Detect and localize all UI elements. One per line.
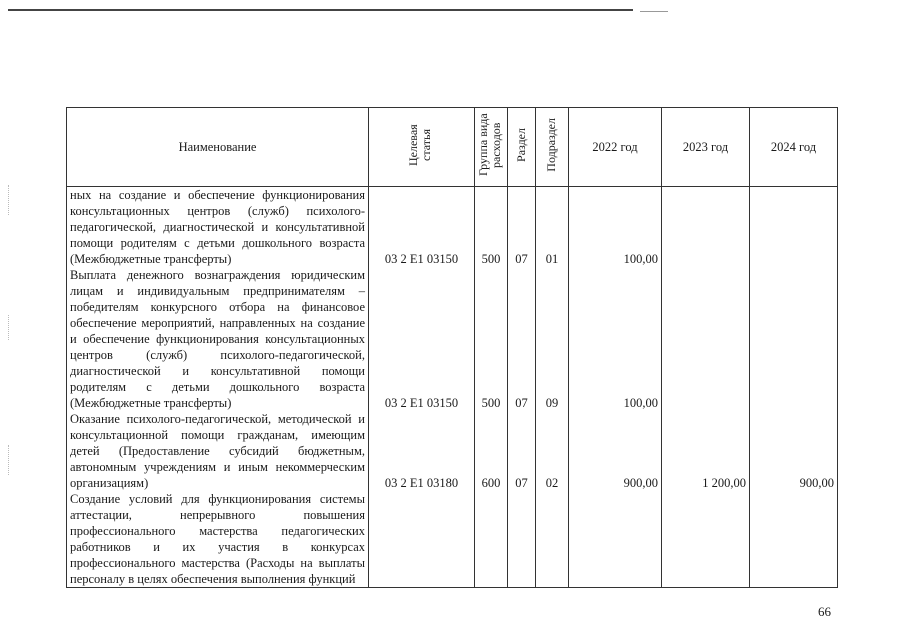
header-subsection: Подраздел — [536, 108, 569, 187]
row-section: 07 — [508, 267, 536, 411]
row-expense-group: 500 — [475, 187, 508, 268]
row-name: Выплата денежного вознаграждения юридическим лицам и индивидуальным предпринимателям – победителям конкурсного отбора на финансовое обеспечение мероприятий, направленных на создание и обеспечение функционирования консультационных центров (служб) психолого-педагогической, диагностической и консультативной помощи родителям с детьми дошкольного возраста (Межбюджетные трансферты) — [67, 267, 369, 411]
budget-table — [66, 107, 838, 588]
row-amount-2022: 100,00 — [569, 187, 662, 268]
row-target-article: 03 2 E1 03150 — [369, 267, 475, 411]
row-name: Оказание психолого-педагогической, методической и консультационной помощи гражданам, имеющим детей (Предоставление субсидий бюджетным, автономным учреждениям и иным некоммерческим организациям) — [67, 411, 369, 491]
header-2022: 2022 год — [569, 108, 662, 187]
header-section: Раздел — [508, 108, 536, 187]
row-target-article: 03 2 E1 03150 — [369, 187, 475, 268]
scan-edge-line — [640, 11, 668, 12]
row-amount-2024 — [750, 491, 838, 588]
row-amount-2023 — [662, 187, 750, 268]
scan-margin-mark — [8, 185, 10, 215]
table-row — [67, 491, 838, 588]
row-amount-2023 — [662, 267, 750, 411]
row-target-article — [369, 491, 475, 588]
row-name: Создание условий для функционирования системы аттестации, непрерывного повышения профессионального мастерства педагогических работников и их участия в конкурсах профессионального мастерства (Расходы на выплаты персоналу в целях обеспечения выполнения функций — [67, 491, 369, 588]
row-amount-2022: 100,00 — [569, 267, 662, 411]
row-amount-2024 — [750, 267, 838, 411]
scan-edge-line — [8, 9, 633, 11]
table-row — [67, 267, 838, 411]
header-expense-group: Группа вида расходов — [475, 108, 508, 187]
row-subsection — [536, 491, 569, 588]
row-amount-2024 — [750, 187, 838, 268]
row-section: 07 — [508, 187, 536, 268]
row-amount-2022: 900,00 — [569, 411, 662, 491]
row-subsection: 09 — [536, 267, 569, 411]
row-amount-2023: 1 200,00 — [662, 411, 750, 491]
table-row — [67, 411, 838, 491]
row-amount-2023 — [662, 491, 750, 588]
row-subsection: 02 — [536, 411, 569, 491]
row-target-article: 03 2 E1 03180 — [369, 411, 475, 491]
page-number: 66 — [818, 604, 831, 619]
header-2024: 2024 год — [750, 108, 838, 187]
scan-margin-mark — [8, 445, 10, 475]
row-name: ных на создание и обеспечение функционирования консультационных центров (служб) психолого-педагогической, диагностической и консультативной помощи родителям с детьми дошкольного возраста (Межбюджетные трансферты) — [67, 187, 369, 268]
header-2023: 2023 год — [662, 108, 750, 187]
header-target-article: Целевая статья — [369, 108, 475, 187]
scan-margin-mark — [8, 315, 10, 340]
row-section — [508, 491, 536, 588]
row-section: 07 — [508, 411, 536, 491]
header-name: Наименование — [67, 108, 369, 187]
row-expense-group: 600 — [475, 411, 508, 491]
row-expense-group — [475, 491, 508, 588]
row-amount-2022 — [569, 491, 662, 588]
row-expense-group: 500 — [475, 267, 508, 411]
row-subsection: 01 — [536, 187, 569, 268]
table-header-row — [67, 108, 838, 187]
row-amount-2024: 900,00 — [750, 411, 838, 491]
table-row — [67, 187, 838, 268]
